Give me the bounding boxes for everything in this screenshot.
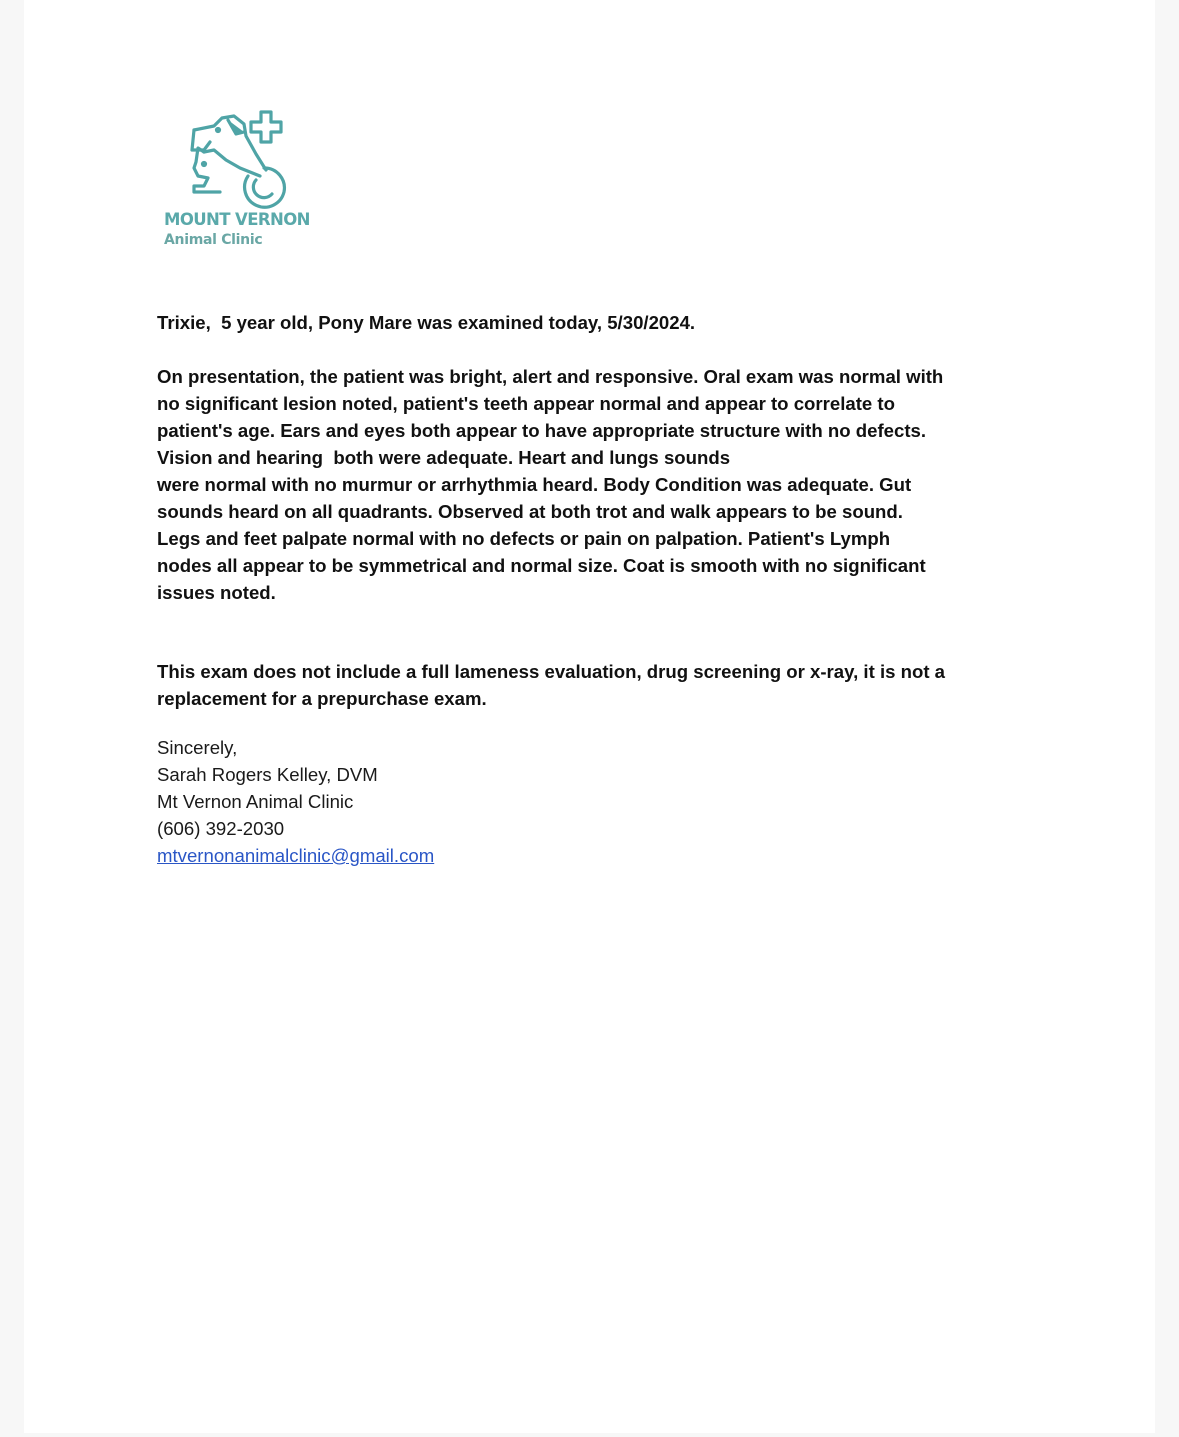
findings-line: Legs and feet palpate normal with no defects or pain on palpation. Patient's Lymph [157, 528, 891, 549]
clinic-logo-subtitle: Animal Clinic [164, 232, 263, 248]
signer-name: Sarah Rogers Kelley, DVM [157, 764, 378, 785]
closing: Sincerely, [157, 737, 238, 758]
clinic-name: Mt Vernon Animal Clinic [157, 791, 354, 812]
dog-cat-medical-cross-logo-icon [164, 106, 304, 211]
findings-line: Vision and hearing both were adequate. Heart and lungs sounds [157, 447, 731, 468]
exam-disclaimer [157, 658, 1057, 712]
document-page [24, 0, 1155, 1433]
disclaimer-line: This exam does not include a full lameness evaluation, drug screening or x-ray, it is not a [157, 661, 946, 682]
clinic-logo-name: MOUNT VERNON [164, 210, 310, 229]
findings-line: nodes all appear to be symmetrical and normal size. Coat is smooth with no significant [157, 555, 926, 576]
findings-line: On presentation, the patient was bright, alert and responsive. Oral exam was normal with [157, 366, 944, 387]
clinic-logo [164, 106, 344, 256]
signature-block [157, 734, 434, 869]
phone-number: (606) 392-2030 [157, 818, 285, 839]
findings-line: were normal with no murmur or arrhythmia heard. Body Condition was adequate. Gut [157, 474, 912, 495]
email-link[interactable]: mtvernonanimalclinic@gmail.com [157, 845, 435, 866]
exam-findings [157, 363, 1057, 606]
findings-line: sounds heard on all quadrants. Observed at both trot and walk appears to be sound. [157, 501, 903, 522]
exam-intro: Trixie, 5 year old, Pony Mare was examined today, 5/30/2024. [157, 312, 696, 333]
findings-line: issues noted. [157, 582, 276, 603]
findings-line: no significant lesion noted, patient's teeth appear normal and appear to correlate to [157, 393, 895, 414]
disclaimer-line: replacement for a prepurchase exam. [157, 688, 487, 709]
findings-line: patient's age. Ears and eyes both appear to have appropriate structure with no defects. [157, 420, 927, 441]
